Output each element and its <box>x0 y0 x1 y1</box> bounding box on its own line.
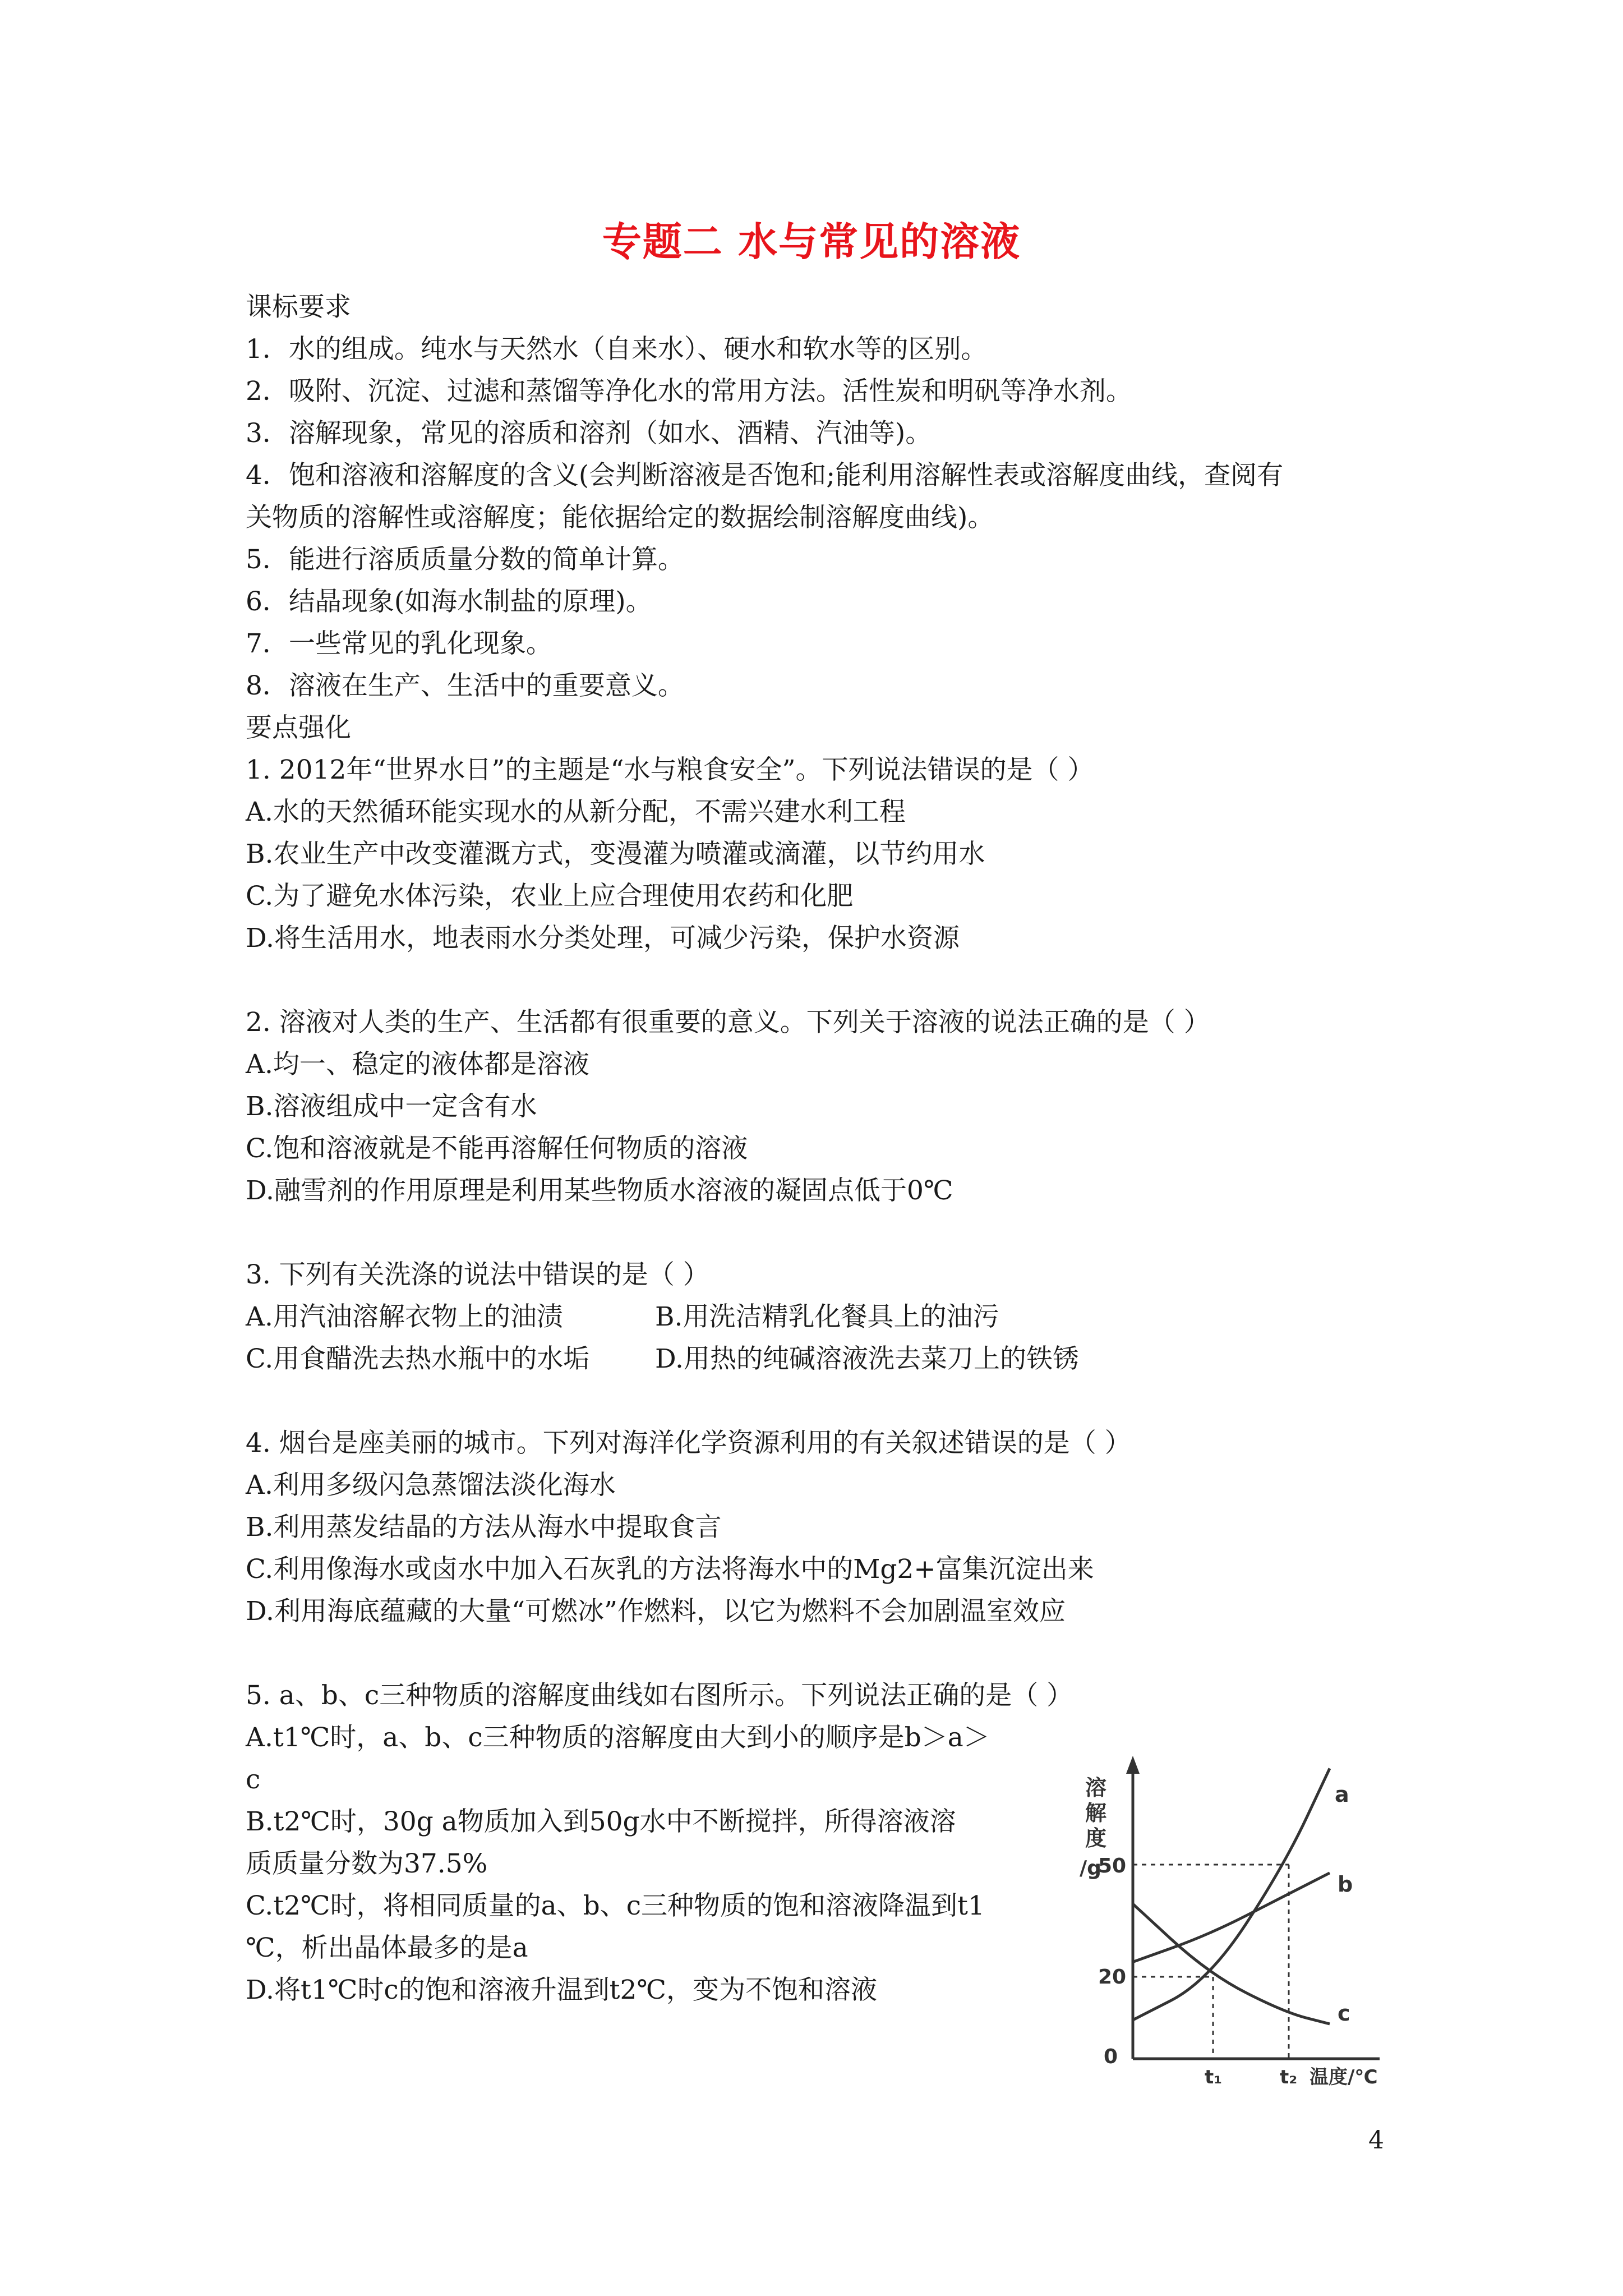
question-5-option-d: D.将t1℃时c的饱和溶液升温到t2℃，变为不饱和溶液 <box>246 1975 878 2005</box>
section-heading-requirements: 课标要求 <box>246 292 351 323</box>
requirement-item: 1．水的组成。纯水与天然水（自来水）、硬水和软水等的区别。 <box>246 334 988 365</box>
question-3-option-b: B.用洗洁精乳化餐具上的油污 <box>655 1301 999 1332</box>
question-2-stem: 2. 溶液对人类的生产、生活都有很重要的意义。下列关于溶液的说法正确的是（ ） <box>246 1007 1210 1038</box>
solubility-curve-figure <box>1054 1728 1413 2087</box>
question-4-option-c: C.利用像海水或卤水中加入石灰乳的方法将海水中的Mg2+富集沉淀出来 <box>246 1554 1094 1585</box>
question-5-option-c: C.t2℃时，将相同质量的a、b、c三种物质的饱和溶液降温到t1 <box>246 1890 985 1921</box>
question-5-option-a: A.t1℃时，a、b、c三种物质的溶解度由大到小的顺序是b＞a＞ <box>246 1722 990 1753</box>
curve-label-c: c <box>1338 2001 1350 2026</box>
y-axis-label-char: 度 <box>1085 1826 1107 1851</box>
curve-label-b: b <box>1338 1872 1353 1897</box>
question-1-option-d: D.将生活用水，地表雨水分类处理，可减少污染，保护水资源 <box>246 923 960 954</box>
y-axis-unit: /g <box>1080 1857 1101 1880</box>
question-4-stem: 4. 烟台是座美丽的城市。下列对海洋化学资源利用的有关叙述错误的是（ ） <box>246 1428 1131 1458</box>
requirement-item: 7．一些常见的乳化现象。 <box>246 628 552 659</box>
y-axis-label-char: 溶 <box>1085 1775 1107 1800</box>
requirement-item: 5．能进行溶质质量分数的简单计算。 <box>246 544 684 575</box>
question-2-option-a: A.均一、稳定的液体都是溶液 <box>246 1049 589 1080</box>
question-3-option-c: C.用食醋洗去热水瓶中的水垢 <box>246 1343 590 1374</box>
question-2-option-c: C.饱和溶液就是不能再溶解任何物质的溶液 <box>246 1133 748 1164</box>
y-axis-label-char: 解 <box>1085 1801 1107 1825</box>
requirement-item: 8．溶液在生产、生活中的重要意义。 <box>246 670 684 701</box>
requirement-item: 4．饱和溶液和溶解度的含义(会判断溶液是否饱和;能利用溶解性表或溶解度曲线，查阅有 <box>246 460 1284 491</box>
solubility-curve-a <box>1133 1769 1330 2021</box>
section-heading-key-points: 要点强化 <box>246 712 351 743</box>
curve-label-a: a <box>1335 1782 1349 1807</box>
question-4-option-b: B.利用蒸发结晶的方法从海水中提取食言 <box>246 1512 722 1543</box>
y-axis-arrow <box>1126 1756 1140 1774</box>
x-axis-label: 温度/℃ <box>1310 2066 1378 2087</box>
requirement-item: 关物质的溶解性或溶解度；能依据给定的数据绘制溶解度曲线)。 <box>246 502 994 533</box>
y-tick-label: 0 <box>1104 2045 1118 2068</box>
page-number: 4 <box>1368 2126 1384 2155</box>
question-4-option-d: D.利用海底蕴藏的大量“可燃冰”作燃料，以它为燃料不会加剧温室效应 <box>246 1596 1066 1627</box>
question-3-option-d: D.用热的纯碱溶液洗去菜刀上的铁锈 <box>655 1343 1079 1374</box>
question-1-option-c: C.为了避免水体污染，农业上应合理使用农药和化肥 <box>246 881 854 912</box>
question-4-option-a: A.利用多级闪急蒸馏法淡化海水 <box>246 1470 616 1501</box>
question-2-option-b: B.溶液组成中一定含有水 <box>246 1091 537 1122</box>
question-3-stem: 3. 下列有关洗涤的说法中错误的是（ ） <box>246 1259 709 1290</box>
requirement-item: 3．溶解现象，常见的溶质和溶剂（如水、酒精、汽油等)。 <box>246 418 932 449</box>
question-5-stem: 5. a、b、c三种物质的溶解度曲线如右图所示。下列说法正确的是（ ） <box>246 1680 1073 1711</box>
x-tick-label-t1: t₁ <box>1205 2066 1223 2087</box>
question-5-option-c-cont: ℃，析出晶体最多的是a <box>246 1932 528 1963</box>
solubility-chart <box>1054 1728 1413 2087</box>
y-tick-label: 50 <box>1098 1855 1127 1878</box>
question-5-option-b-cont: 质质量分数为37.5% <box>246 1848 488 1879</box>
solubility-curve-b <box>1133 1873 1330 1962</box>
question-1-option-a: A.水的天然循环能实现水的从新分配，不需兴建水利工程 <box>246 797 906 827</box>
question-2-option-d: D.融雪剂的作用原理是利用某些物质水溶液的凝固点低于0℃ <box>246 1175 953 1206</box>
question-1-stem: 1. 2012年“世界水日”的主题是“水与粮食安全”。下列说法错误的是（ ） <box>246 754 1094 785</box>
question-1-option-b: B.农业生产中改变灌溉方式，变漫灌为喷灌或滴灌，以节约用水 <box>246 839 985 869</box>
y-tick-label: 20 <box>1098 1966 1127 1989</box>
question-5-option-a-cont: c <box>246 1764 261 1795</box>
question-5-option-b: B.t2℃时，30g a物质加入到50g水中不断搅拌，所得溶液溶 <box>246 1806 956 1837</box>
requirement-item: 6．结晶现象(如海水制盐的原理)。 <box>246 586 652 617</box>
requirement-item: 2．吸附、沉淀、过滤和蒸馏等净化水的常用方法。活性炭和明矾等净水剂。 <box>246 376 1132 407</box>
x-tick-label-t2: t₂ <box>1280 2066 1298 2087</box>
page-title: 专题二 水与常见的溶液 <box>602 218 1021 265</box>
question-3-options-row-2 <box>246 1342 1079 1376</box>
question-3-options-row-1 <box>246 1300 999 1334</box>
question-3-option-a: A.用汽油溶解衣物上的油渍 <box>246 1301 563 1332</box>
